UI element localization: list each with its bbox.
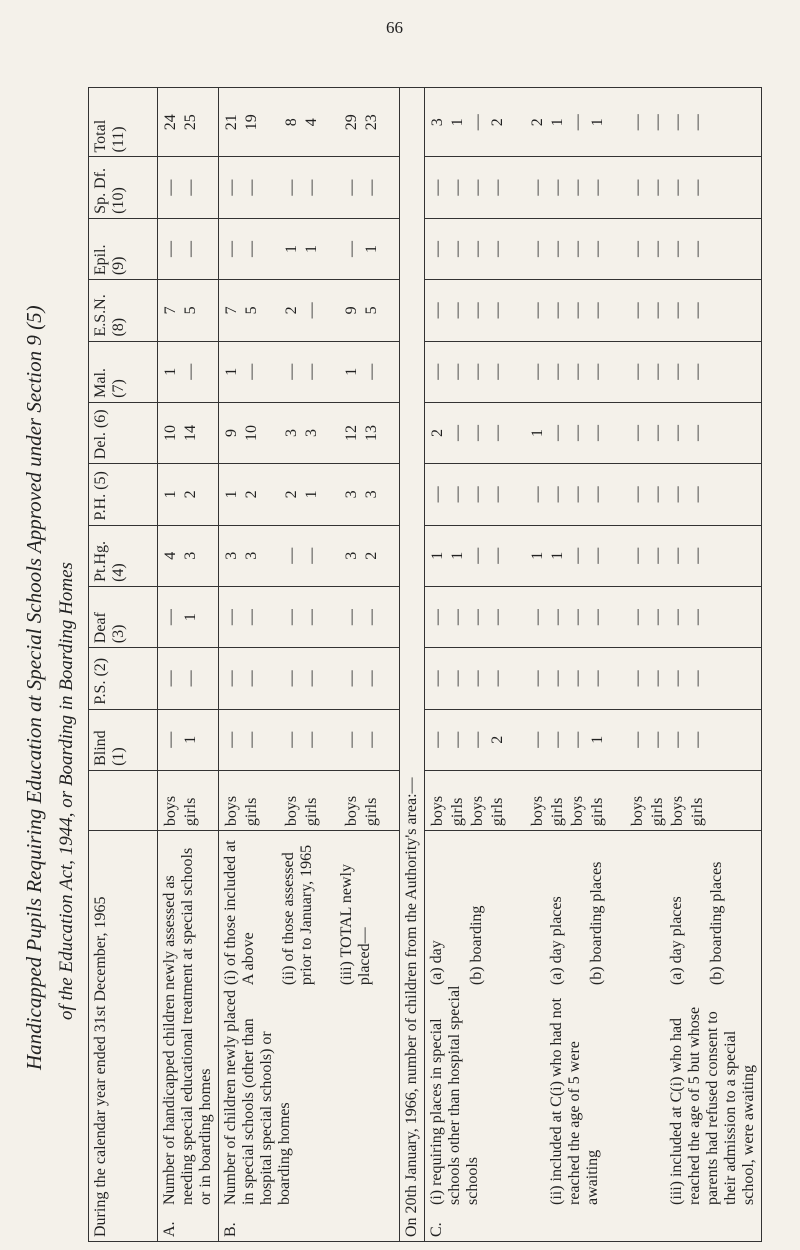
section-a-desc [158, 831, 219, 1242]
table-cell: — 1 [158, 709, 219, 770]
c1-boarding: (b) boarding [468, 905, 485, 986]
section-a-label: A. [161, 1221, 178, 1237]
header-blind: Blind (1) [89, 709, 158, 770]
table-cell: — — — 2 — — — 1 — — — — [425, 709, 762, 770]
table-cell: 9 10 3 3 12 13 [219, 402, 400, 463]
header-spdf: Sp. Df. (10) [89, 157, 158, 218]
header-deaf: Deaf (3) [89, 586, 158, 647]
section-c-sex: boys girls boys girls boys girls boys girls boys girls boys girls [425, 770, 762, 830]
table-cell: 3 3 — — 3 2 [219, 525, 400, 586]
table-cell: 10 14 [158, 402, 219, 463]
statistics-table-wrapper [88, 87, 773, 1242]
header-row [89, 88, 158, 1242]
section-b-sex: boys girls boys girls boys girls [219, 770, 400, 830]
statistics-table [88, 87, 762, 1242]
header-esn: E.S.N. (8) [89, 280, 158, 341]
c1-day: (a) day [428, 940, 445, 986]
table-cell: 7 5 2 — 9 5 [219, 280, 400, 341]
header-ph: P.H. (5) [89, 464, 158, 525]
c2-boarding: (b) boarding places [588, 861, 605, 986]
table-cell: — — — — — — [219, 586, 400, 647]
section-b-desc [219, 831, 400, 1242]
table-cell: — — — — — — — — — — — — [425, 648, 762, 709]
header-epil: Epil. (9) [89, 218, 158, 279]
section-c-sub-3: (iii) included at C(i) who had reached the age of 5 but whose parents had refused consent to their admission to a special school, were awaiting [668, 1006, 757, 1205]
table-cell: — — [158, 218, 219, 279]
section-b-sub-2: (ii) of those assessed prior to January, 1965 [280, 844, 315, 986]
table-cell: — — — — — — [219, 157, 400, 218]
page-title [0, 0, 100, 1250]
table-cell: 1 — [158, 341, 219, 402]
table-cell: 2 — — — 1 — — — — — — — [425, 402, 762, 463]
header-period: During the calendar year ended 31st December, 1965 [89, 831, 158, 1242]
section-a-row [158, 88, 219, 1242]
table-cell: 3 1 — 2 2 1 — 1 — — — — [425, 88, 762, 157]
header-ps: P.S. (2) [89, 648, 158, 709]
table-cell: — — [158, 648, 219, 709]
table-cell: 1 2 [158, 464, 219, 525]
table-cell: 4 3 [158, 525, 219, 586]
section-c-desc [425, 831, 762, 1242]
page-number: 66 [386, 18, 403, 37]
header-total: Total (11) [89, 88, 158, 157]
table-cell: — — 1 1 — 1 [219, 218, 400, 279]
table-cell: 24 25 [158, 88, 219, 157]
period-2-row [400, 88, 425, 1242]
header-pthg: Pt.Hg. (4) [89, 525, 158, 586]
table-cell: — — [158, 157, 219, 218]
section-b-text: Number of children newly placed in special schools (other than hospital special schools) or boarding homes [222, 989, 293, 1205]
section-c-sub-1: (i) requiring places in special schools other than hospital special schools [428, 985, 481, 1205]
table-cell: — — — — — — — — — — — — [425, 157, 762, 218]
section-b-sub-1: (i) of those included at A above [222, 840, 257, 986]
header-del: Del. (6) [89, 402, 158, 463]
title-line-1: Handicapped Pupils Requiring Education at Special Schools Approved under Section 9 (5) [22, 305, 46, 1070]
header-mal: Mal. (7) [89, 341, 158, 402]
c3-day: (a) day places [668, 896, 685, 986]
table-cell: 21 19 8 4 29 23 [219, 88, 400, 157]
c2-day: (a) day places [548, 896, 565, 986]
table-cell: — — — — — — — — — — — — [425, 218, 762, 279]
table-cell: — — — — — — — — — — — — [425, 464, 762, 525]
table-cell: 1 2 2 1 3 3 [219, 464, 400, 525]
table-cell: — — — — — — — — — — — — [425, 586, 762, 647]
section-c-label: C. [428, 1222, 445, 1237]
section-b-sub-3: (iii) TOTAL newly placed— [338, 864, 373, 986]
table-cell: — — — — — — — — — — — — [425, 280, 762, 341]
table-cell: — — — — — — [219, 709, 400, 770]
table-cell: — — — — — — — — — — — — [425, 341, 762, 402]
period-2-heading: On 20th January, 1966, number of children from the Authority's area:— [400, 88, 425, 1242]
section-b-label: B. [222, 1222, 239, 1237]
table-cell: 1 — — — 1 — [219, 341, 400, 402]
section-a-sex: boys girls [158, 770, 219, 830]
section-b-row [219, 88, 400, 1242]
table-cell: — 1 [158, 586, 219, 647]
header-sex [89, 770, 158, 830]
section-c-sub-2: (ii) included at C(i) who had not reached the age of 5 were awaiting [548, 997, 601, 1205]
table-cell: 1 1 — — 1 1 — — — — — — [425, 525, 762, 586]
c3-boarding: (b) boarding places [708, 861, 725, 986]
title-line-2: of the Education Act, 1944, or Boarding in Boarding Homes [56, 562, 77, 1020]
table-cell: — — — — — — [219, 648, 400, 709]
table-cell: 7 5 [158, 280, 219, 341]
section-c-row [425, 88, 762, 1242]
section-a-text: Number of handicapped children newly assessed as needing special educational treatment at special schools or in boarding homes [161, 847, 214, 1205]
